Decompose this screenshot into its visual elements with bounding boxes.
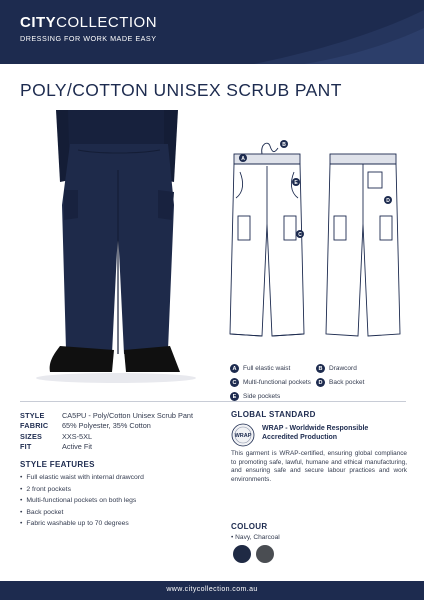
product-title: POLY/COTTON UNISEX SCRUB PANT bbox=[20, 80, 342, 100]
legend-marker: D bbox=[316, 378, 325, 387]
global-standard-heading: GLOBAL STANDARD bbox=[231, 410, 316, 419]
page-footer bbox=[0, 581, 424, 600]
wrap-heading bbox=[262, 424, 368, 442]
colour-names: • Navy, Charcoal bbox=[231, 534, 280, 541]
legend-marker: A bbox=[230, 364, 239, 373]
spec-key: FABRIC bbox=[20, 421, 49, 431]
page-header bbox=[0, 0, 424, 64]
svg-text:A: A bbox=[241, 156, 245, 162]
list-item: • 2 front pockets bbox=[20, 486, 144, 498]
spec-value: XXS-5XL bbox=[62, 431, 93, 441]
brand-tagline: DRESSING FOR WORK MADE EASY bbox=[20, 34, 157, 43]
spec-key: FIT bbox=[20, 442, 32, 452]
legend-marker: B bbox=[316, 364, 325, 373]
footer-url-link[interactable]: www.citycollection.com.au bbox=[166, 586, 258, 593]
list-item: • Full elastic waist with internal drawcord bbox=[20, 474, 144, 486]
legend-item bbox=[230, 378, 311, 387]
colour-heading: COLOUR bbox=[231, 522, 268, 531]
spec-row bbox=[20, 442, 193, 453]
legend-marker: E bbox=[230, 392, 239, 401]
svg-text:B: B bbox=[282, 142, 286, 148]
spec-row bbox=[20, 421, 193, 432]
wrap-description: This garment is WRAP-certified, ensuring global compliance to promoting safe, lawful, humane and ethical manufacturing, and ensuring safe and secure labour practices and work environments. bbox=[231, 450, 407, 483]
legend-item bbox=[230, 392, 280, 401]
list-item: • Multi-functional pockets on both legs bbox=[20, 497, 144, 509]
wrap-logo-text: WRAP bbox=[234, 433, 252, 439]
colour-swatch-charcoal[interactable] bbox=[256, 545, 274, 563]
flat-technical-drawing bbox=[222, 134, 408, 354]
spec-key: SIZES bbox=[20, 431, 43, 441]
spec-key: STYLE bbox=[20, 410, 45, 420]
wrap-certification-logo bbox=[231, 423, 255, 447]
spec-row bbox=[20, 431, 193, 442]
wrap-heading-line1: WRAP - Worldwide Responsible bbox=[262, 425, 369, 432]
legend-label: Side pockets bbox=[243, 393, 281, 400]
legend-item bbox=[316, 364, 357, 373]
spec-value: 65% Polyester, 35% Cotton bbox=[62, 421, 151, 431]
legend-label: Multi-functional pockets bbox=[243, 379, 311, 386]
svg-text:D: D bbox=[386, 198, 390, 204]
wrap-heading-line2: Accredited Production bbox=[262, 434, 338, 441]
product-photo bbox=[18, 110, 214, 392]
style-features-heading: STYLE FEATURES bbox=[20, 460, 95, 469]
brand-name: CITYCOLLECTION bbox=[20, 14, 158, 31]
brand-logo[interactable] bbox=[20, 15, 157, 43]
style-features-list bbox=[20, 474, 144, 532]
spec-row bbox=[20, 410, 193, 421]
legend-marker: C bbox=[230, 378, 239, 387]
svg-text:E: E bbox=[294, 180, 298, 186]
section-divider bbox=[20, 401, 406, 402]
legend-label: Full elastic waist bbox=[243, 365, 291, 372]
list-item: • Back pocket bbox=[20, 509, 144, 521]
list-item: • Fabric washable up to 70 degrees bbox=[20, 520, 144, 532]
svg-text:C: C bbox=[298, 232, 302, 238]
spec-value: Active Fit bbox=[62, 442, 93, 452]
legend-item bbox=[230, 364, 290, 373]
legend-label: Drawcord bbox=[329, 365, 357, 372]
legend-label: Back pocket bbox=[329, 379, 365, 386]
header-swoosh-graphic bbox=[214, 0, 424, 64]
colour-swatch-navy[interactable] bbox=[233, 545, 251, 563]
spec-table bbox=[20, 410, 193, 452]
spec-value: CA5PU - Poly/Cotton Unisex Scrub Pant bbox=[62, 410, 193, 420]
legend-item bbox=[316, 378, 364, 387]
